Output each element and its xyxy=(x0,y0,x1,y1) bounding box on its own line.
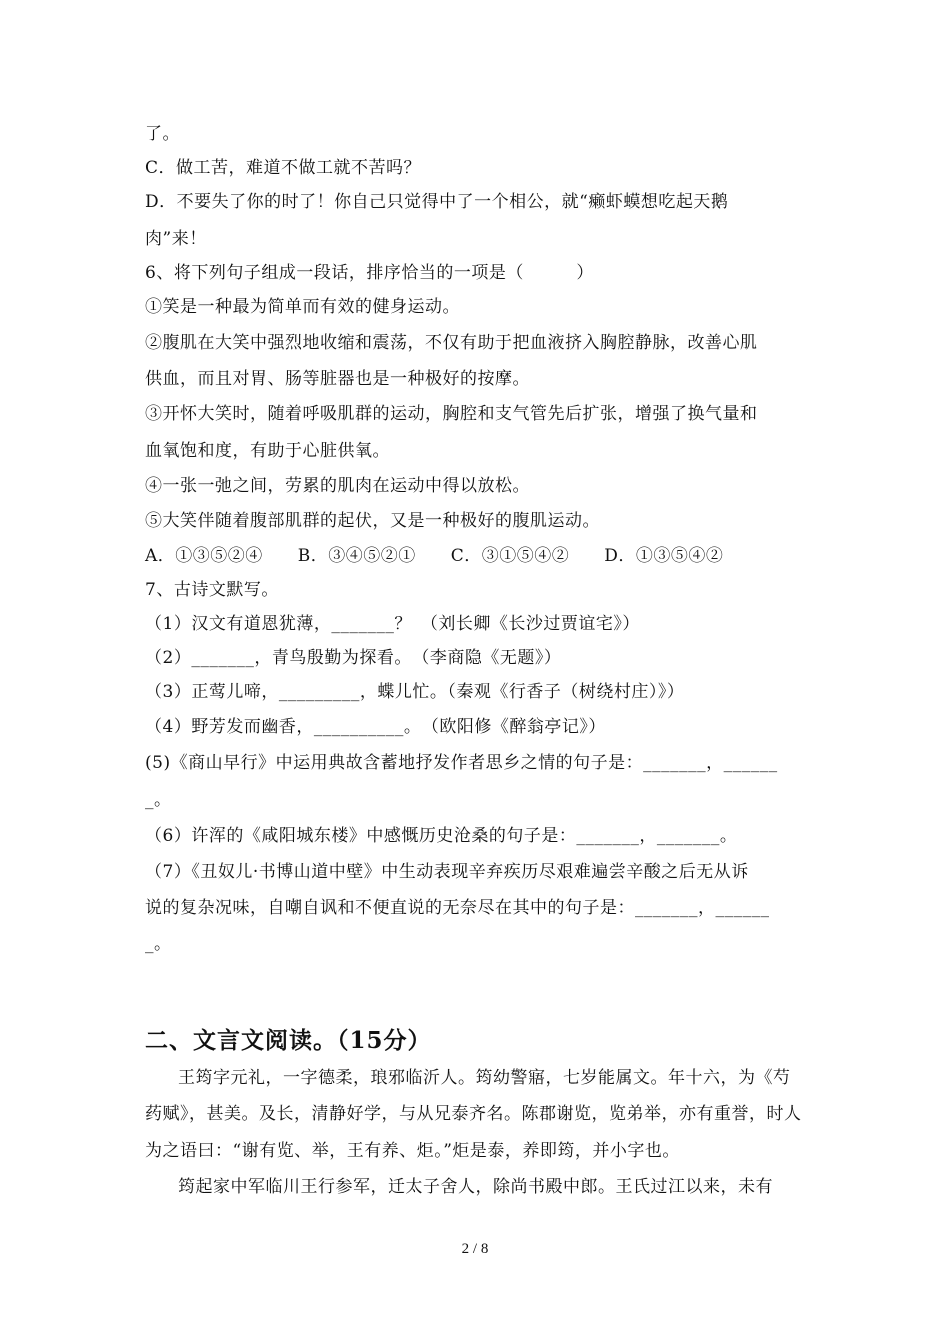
page-number: 2 / 8 xyxy=(461,1241,489,1257)
text-line: 血氧饱和度，有助于心脏供氧。 xyxy=(145,441,390,461)
text-line: 说的复杂况味，自嘲自讽和不便直说的无奈尽在其中的句子是：_______，______ xyxy=(145,898,770,918)
passage-line: 药赋》，甚美。及长，清静好学，与从兄泰齐名。陈郡谢览，览弟举，亦有重誉，时人 xyxy=(145,1104,802,1124)
text-line: _。 xyxy=(145,790,172,810)
text-line: 了。 xyxy=(145,124,180,144)
poem-item-6: （6）许浑的《咸阳城东楼》中感慨历史沧桑的句子是：_______，_______。 xyxy=(145,826,738,846)
sentence-4: ④一张一弛之间，劳累的肌肉在运动中得以放松。 xyxy=(145,476,530,496)
question-7: 7、古诗文默写。 xyxy=(145,580,279,600)
question-6: 6、将下列句子组成一段话，排序恰当的一项是（ ） xyxy=(145,263,594,283)
sentence-3: ③开怀大笑时，随着呼吸肌群的运动，胸腔和支气管先后扩张，增强了换气量和 xyxy=(145,404,758,424)
poem-item-1: （1）汉文有道恩犹薄，_______？ （刘长卿《长沙过贾谊宅》） xyxy=(145,614,640,634)
answer-options: A．①③⑤②④ B．③④⑤②① C．③①⑤④② D．①③⑤④② xyxy=(145,546,724,566)
poem-item-5: (5)《商山早行》中运用典故含蓄地抒发作者思乡之情的句子是：_______，______ xyxy=(145,753,778,773)
passage-line: 为之语曰：“谢有览、举，王有养、炬。”炬是泰，养即筠，并小字也。 xyxy=(145,1141,680,1161)
poem-item-7: （7）《丑奴儿·书博山道中壁》中生动表现辛弃疾历尽艰难遍尝辛酸之后无从诉 xyxy=(145,862,749,882)
option-c-text: C．做工苦，难道不做工就不苦吗？ xyxy=(145,158,422,178)
passage-line: 筠起家中军临川王行参军，迁太子舍人，除尚书殿中郎。王氏过江以来，未有 xyxy=(178,1177,773,1197)
sentence-2: ②腹肌在大笑中强烈地收缩和震荡，不仅有助于把血液挤入胸腔静脉，改善心肌 xyxy=(145,333,758,353)
passage-line: 王筠字元礼，一字德柔，琅邪临沂人。筠幼警寤，七岁能属文。年十六，为《芍 xyxy=(178,1068,791,1088)
text-line: 肉”来！ xyxy=(145,229,207,249)
option-d-text: D．不要失了你的时了！你自己只觉得中了一个相公，就“癞虾蟆想吃起天鹅 xyxy=(145,192,729,212)
poem-item-4: （4）野芳发而幽香，__________。 （欧阳修《醉翁亭记》） xyxy=(145,717,606,737)
sentence-1: ①笑是一种最为简单而有效的健身运动。 xyxy=(145,297,460,317)
text-line: 供血，而且对胃、肠等脏器也是一种极好的按摩。 xyxy=(145,369,530,389)
section-title: 二、文言文阅读。（15分） xyxy=(145,1027,432,1054)
text-line: _。 xyxy=(145,934,172,954)
poem-item-2: （2）_______，青鸟殷勤为探看。 （李商隐《无题》） xyxy=(145,648,562,668)
poem-item-3: （3）正莺儿啼，_________，蝶儿忙。（秦观《行香子（树绕村庄）》） xyxy=(145,682,685,702)
sentence-5: ⑤大笑伴随着腹部肌群的起伏，又是一种极好的腹肌运动。 xyxy=(145,511,600,531)
